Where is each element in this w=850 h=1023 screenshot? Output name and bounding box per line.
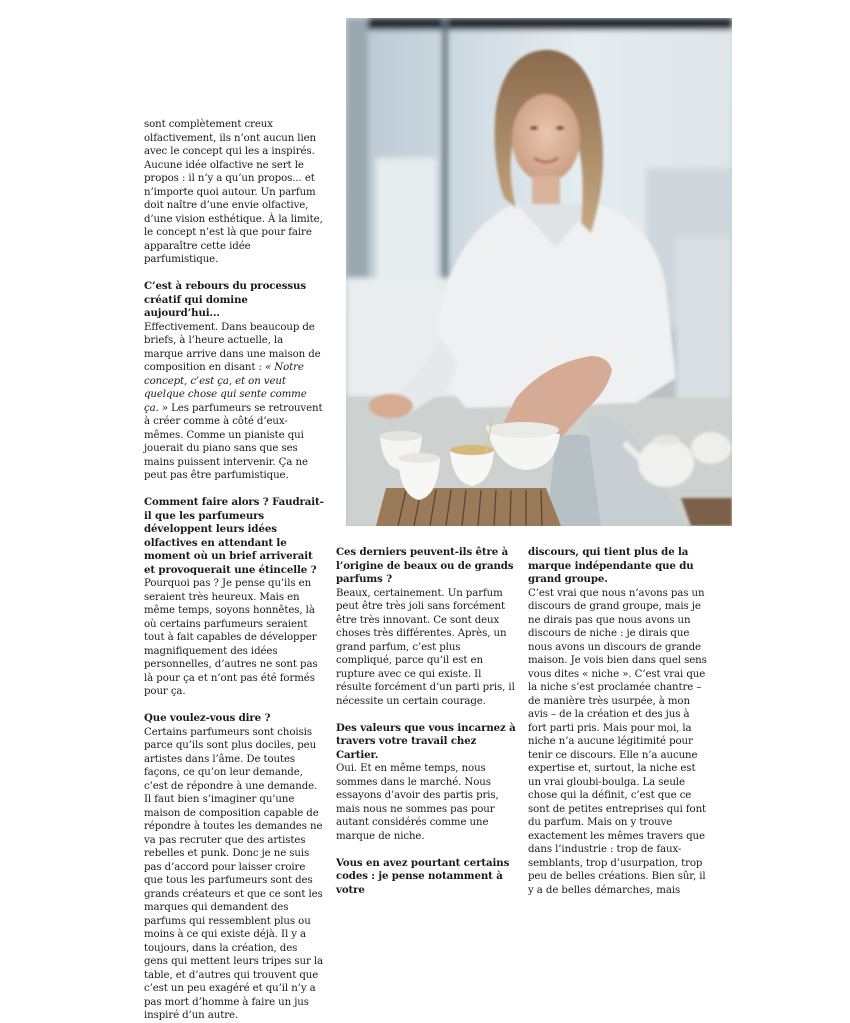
article-column-left: [144, 118, 324, 1023]
paragraph: Beaux, certainement. Un parfum peut être très joli sans forcément être très innovant. Ce sont deux choses très différentes. Après, un grand parfum, c’est plus compliqué, parce qu’il est en rupture avec ce qui existe. Il résulte forcément d’un parti pris, il nécessite un certain courage.: [336, 587, 515, 707]
photo-illustration: [346, 18, 732, 526]
paragraph: Certains parfumeurs sont choisis parce qu’ils sont plus dociles, peu artistes dans l’âme. De toutes façons, ce qu’on leur demande, c’est de répondre à une demande. Il faut bien s’imaginer qu’une maison de composition capable de répondre à toutes les demandes ne va pas recruter que des artistes rebelles et punk. Donc je ne suis pas d’accord pour laisser croire que tous les parfumeurs sont des grands créateurs et que ce sont les marques qui demandent des parfums qui ressemblent plus ou moins à ce qui existe déjà. Il y a toujours, dans la création, des gens qui mettent leurs tripes sur la table, et d’autres qui trouvent que c’est un peu exagéré et qu’il n’y a pas mort d’homme à faire un jus inspiré d’un autre.: [144, 726, 324, 1021]
interview-question: Ces derniers peuvent-ils être à l’origine de beaux ou de grands parfums ?: [336, 546, 514, 585]
quote-text: « Notre concept, c’est ça, et on veut quelque chose qui sente comme ça. »: [144, 362, 307, 414]
interview-question: Des valeurs que vous incarnez à travers votre travail chez Cartier.: [336, 721, 516, 761]
article-column-right: [528, 546, 709, 897]
article-photo: [346, 18, 732, 526]
paragraph: Oui. Et en même temps, nous sommes dans le marché. Nous essayons d’avoir des partis pris, mais nous ne sommes pas pour autant considérés comme une marque de niche.: [336, 763, 499, 842]
paragraph-text: Les parfumeurs se retrouvent à créer comme à côté d’eux-mêmes. Comme un pianiste qui jouerait du piano sans que ses mains puissent intervenir. Ça ne peut pas être parfumistique.: [144, 402, 323, 481]
paragraph: Pourquoi pas ? Je pense qu’ils en seraient très heureux. Mais en même temps, soyons honnêtes, là où certains parfumeurs seraient tout à fait capables de développer magnifiquement des idées personnelles, d’autres ne sont pas là pour ça et n’ont pas été formés pour ça.: [144, 578, 318, 697]
interview-question: Que voulez-vous dire ?: [144, 712, 271, 724]
article-column-middle: [336, 546, 517, 897]
interview-question: discours, qui tient plus de la marque indépendante que du grand groupe.: [528, 546, 694, 585]
interview-question: Vous en avez pourtant certains codes : je pense notamment à votre: [336, 856, 510, 896]
interview-question: Comment faire alors ? Faudrait-il que les parfumeurs développent leurs idées olfactives en attendant le moment où un brief arriverait et provoquerait une étincelle ?: [144, 496, 324, 576]
paragraph: sont complètement creux olfactivement, ils n’ont aucun lien avec le concept qui les a inspirés. Aucune idée olfactive ne sert le propos : il n’y a qu’un propos... et n’importe quoi autour. Un parfum doit naître d’une envie olfactive, d’une vision esthétique. À la limite, le concept n’est là que pour faire apparaître cette idée parfumistique.: [144, 119, 323, 265]
interview-question: C’est à rebours du processus créatif qui domine aujourd’hui...: [144, 280, 306, 319]
paragraph-text: Effectivement. Dans beaucoup de briefs, à l’heure actuelle, la marque arrive dans une maison de composition en disant :: [144, 321, 321, 373]
paragraph: [144, 321, 324, 483]
paragraph: C’est vrai que nous n’avons pas un discours de grand groupe, mais je ne dirais pas que nous avons un discours de niche : je dirais que nous avons un discours de grande maison. Je vois bien dans quel sens vous dites « niche ». C’est vrai que la niche s’est proclamée chantre – de manière très usurpée, à mon avis – de la création et des jus à fort parti pris. Mais pour moi, la niche n’a aucune légitimité pour tenir ce discours. Elle n’a aucune expertise et, surtout, la niche est un vrai gloubi-boulga. La seule chose qui la définit, c’est que ce sont de petites entreprises qui font du parfum. Mais on y trouve exactement les mêmes travers que dans l’industrie : trop de faux-semblants, trop d’usurpation, trop peu de belles créations. Bien sûr, il y a de belles démarches, mais: [528, 587, 707, 896]
